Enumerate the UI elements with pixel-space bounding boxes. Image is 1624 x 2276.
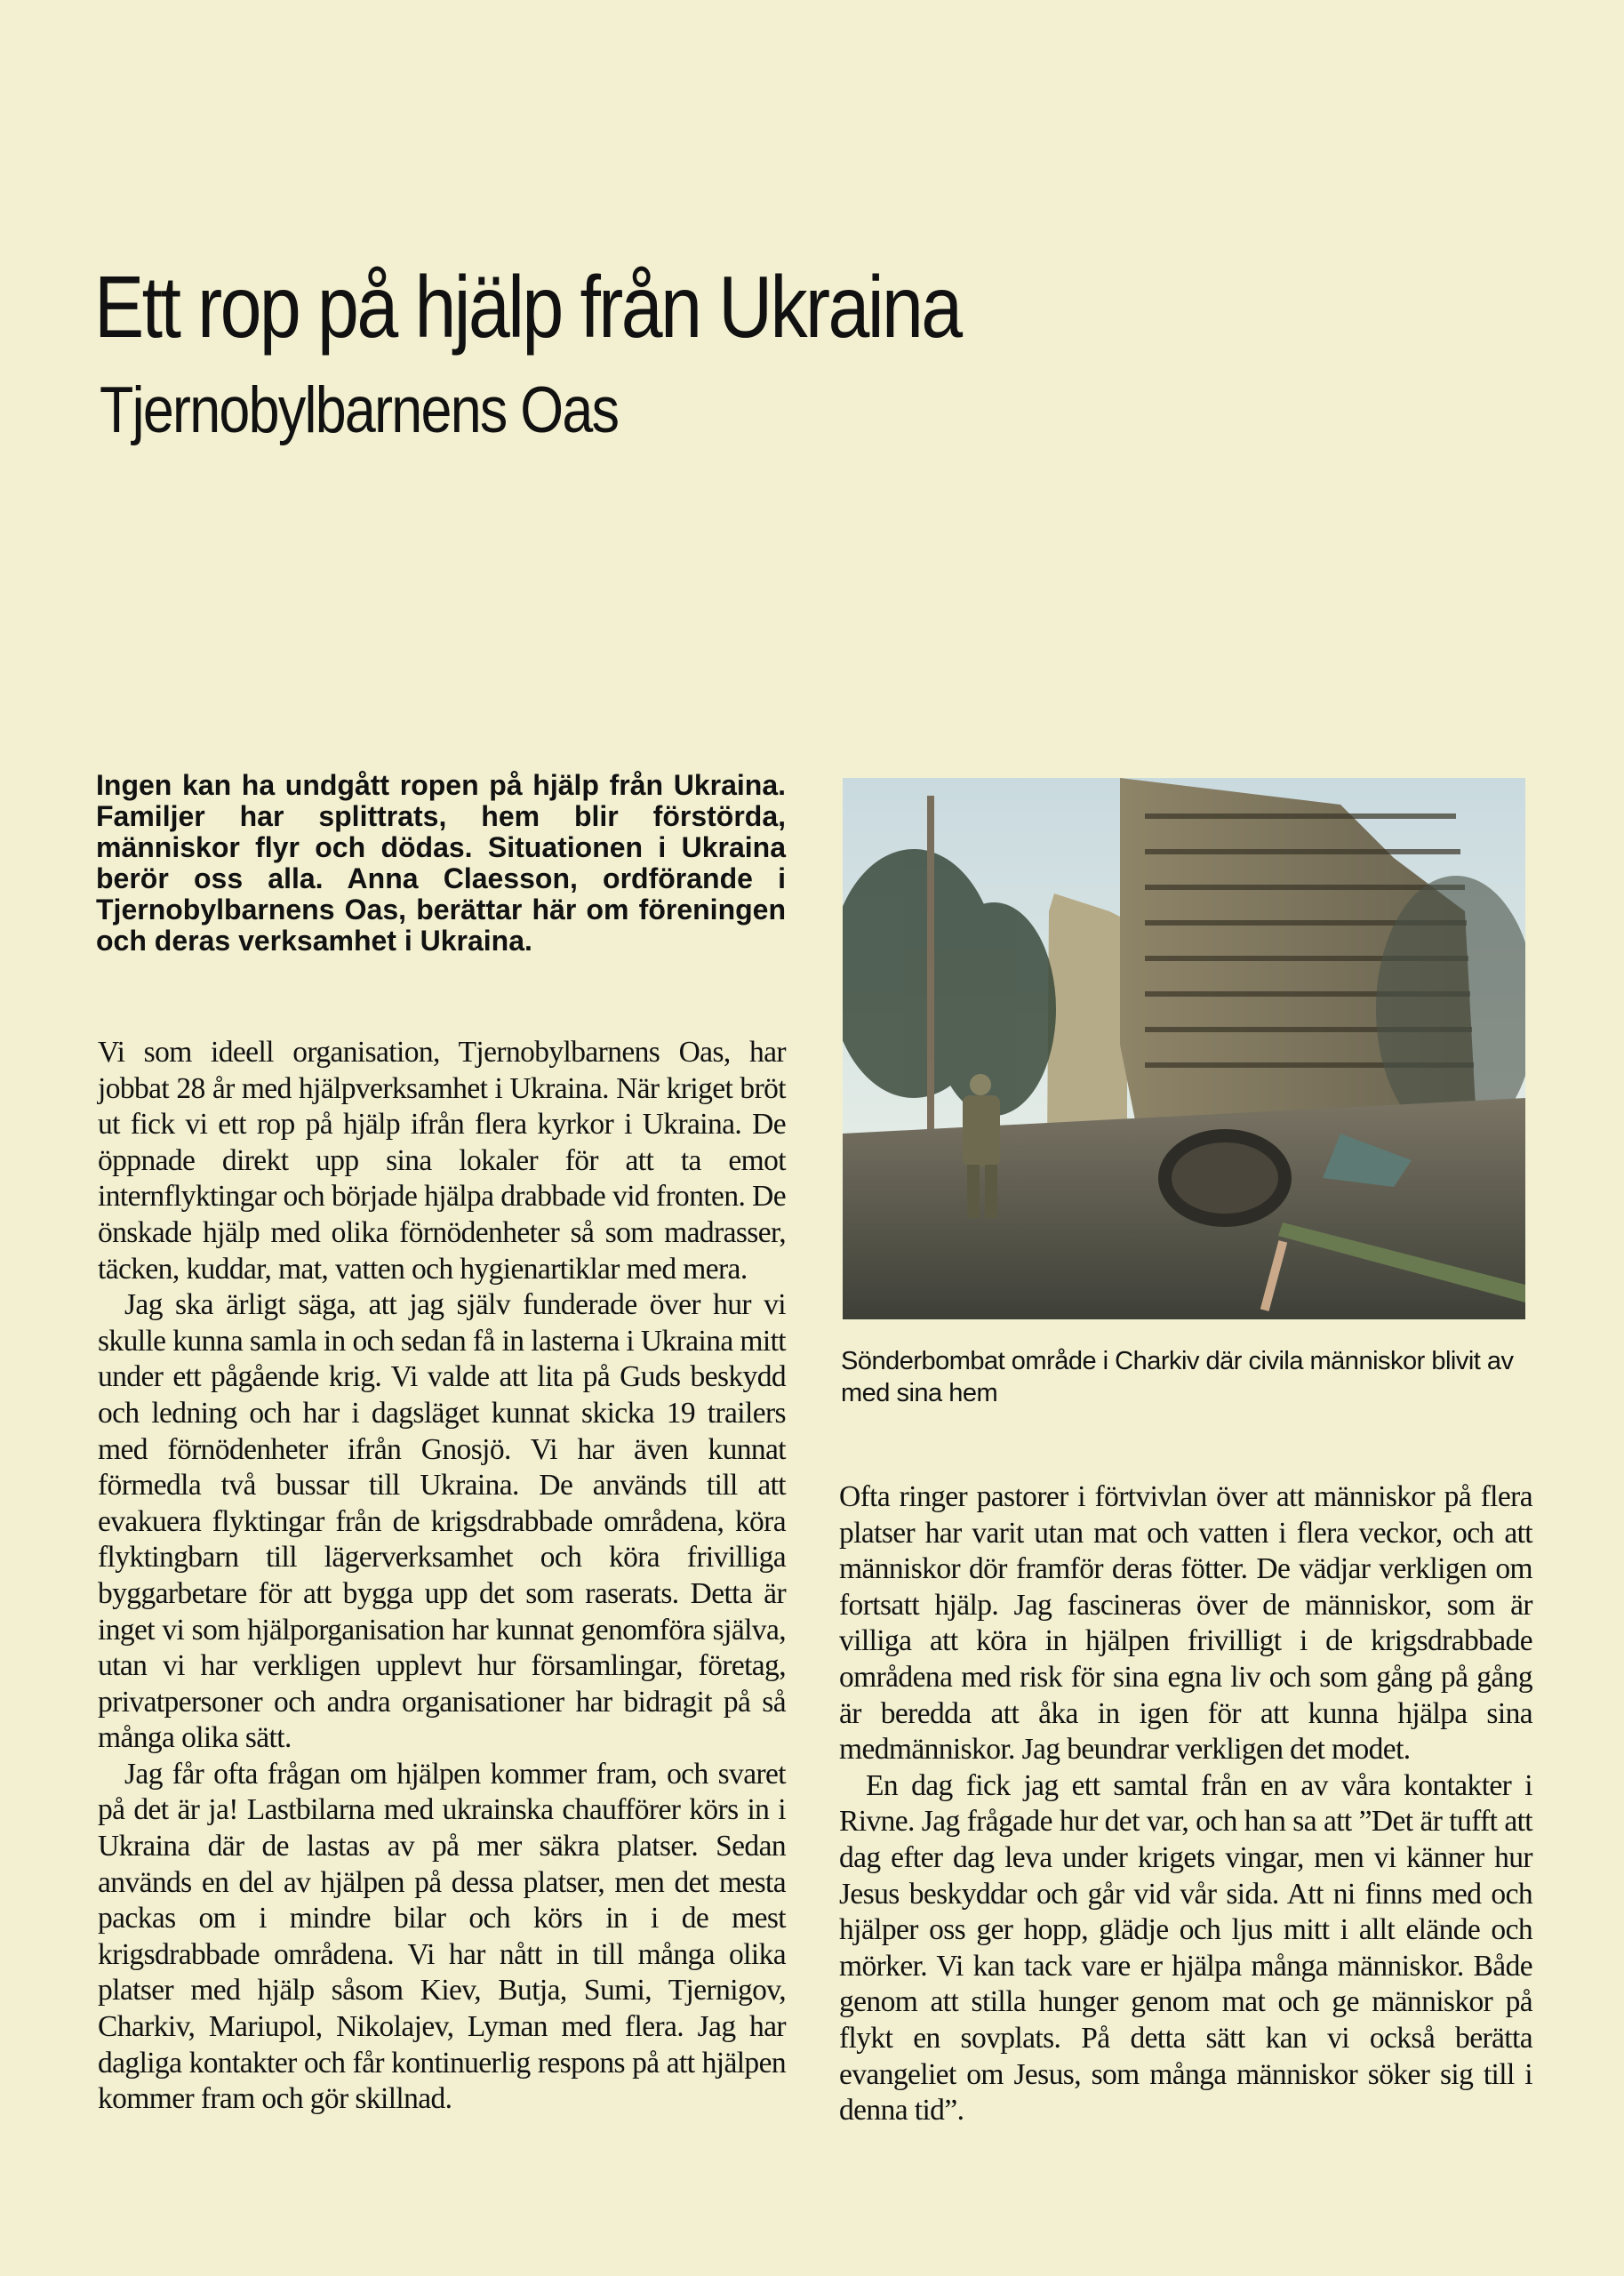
left-column-body [98, 1035, 786, 2118]
body-paragraph: Ofta ringer pastorer i förtvivlan över att människor på flera platser har varit utan mat och vatten i flera veckor, och att människor dör framför deras fötter. De vädjar verkligen om fortsatt hjälp. Jag fascineras över de människor, som är villiga att köra in hjälpen frivilligt i de krigsdrabbade områdena med risk för sina egna liv och som gång på gång är beredda att åka in igen för att kunna hjälpa sina medmänniskor. Jag beundrar verkligen det modet. [839, 1480, 1532, 1767]
body-paragraph: Vi som ideell organisation, Tjernobylbarnens Oas, har jobbat 28 år med hjälpverksamhet i Ukraina. När kriget bröt ut fick vi ett rop på hjälp ifrån flera kyrkor i Ukraina. De öppnade direkt upp sina lokaler för att ta emot internflyktingar och började hjälpa drabbade vid fronten. De önskade hjälp med olika förnödenheter så som madrasser, täcken, kuddar, mat, vatten och hygienartiklar med mera. [98, 1036, 786, 1286]
war-damage-photo [843, 778, 1525, 1319]
article-title: Ett rop på hjälp från Ukraina [94, 258, 961, 356]
article-intro: Ingen kan ha undgått ropen på hjälp från Ukraina. Familjer har splittrats, hem blir förstörda, människor flyr och dödas. Situationen i Ukraina berör oss alla. Anna Claesson, ordförande i Tjernobylbarnens Oas, berättar här om föreningen och deras verksamhet i Ukraina. [96, 769, 786, 957]
photo-illustration [843, 778, 1525, 1319]
body-paragraph: Jag får ofta frågan om hjälpen kommer fram, och svaret på det är ja! Lastbilarna med ukrainska chaufförer körs in i Ukraina där de lastas av på mer säkra platser. Sedan används en del av hjälpen på dessa platser, men det mesta packas om i mindre bilar och körs in i de mest krigsdrabbade områdena. Vi har nått in till många olika platser med hjälp såsom Kiev, Butja, Sumi, Tjernigov, Charkiv, Mariupol, Nikolajev, Lyman med flera. Jag har dagliga kontakter och får kontinuerlig respons på att hjälpen kommer fram och gör skillnad. [98, 1757, 786, 2116]
article-subtitle: Tjernobylbarnens Oas [100, 374, 619, 446]
body-paragraph: Jag ska ärligt säga, att jag själv funderade över hur vi skulle kunna samla in och sedan få in lasterna i Ukraina mitt under ett pågående krig. Vi valde att lita på Guds beskydd och ledning och har i dagsläget kunnat skicka 19 trailers med förnödenheter ifrån Gnosjö. Vi har även kunnat förmedla två bussar till Ukraina. De används till att evakuera flyktingar från de krigsdrabbade områdena, köra flyktingbarn till lägerverksamhet och köra frivilliga byggarbetare för att bygga upp det som raserats. Detta är inget vi som hjälporganisation har kunnat genomföra själva, utan vi har verkligen upplevt hur församlingar, företag, privatpersoner och andra organisationer har bidragit på så många olika sätt. [98, 1288, 786, 1755]
body-paragraph: En dag fick jag ett samtal från en av våra kontakter i Rivne. Jag frågade hur det var, och han sa att ”Det är tufft att dag efter dag leva under krigets vingar, men vi känner hur Jesus beskyddar och går vid vår sida. Att ni finns med och hjälper oss ger hopp, glädje och ljus mitt i allt elände och mörker. Vi kan tack vare er hjälpa många människor. Både genom att stilla hunger genom mat och ge människor på flykt en sovplats. På detta sätt kan vi också berätta evangeliet om Jesus, som många människor söker sig till i denna tid”. [839, 1768, 1532, 2128]
right-column-body [839, 1479, 1532, 2129]
far-building [1047, 894, 1127, 1142]
photo-caption: Sönderbombat område i Charkiv där civila människor blivit av med sina hem [841, 1347, 1514, 1407]
